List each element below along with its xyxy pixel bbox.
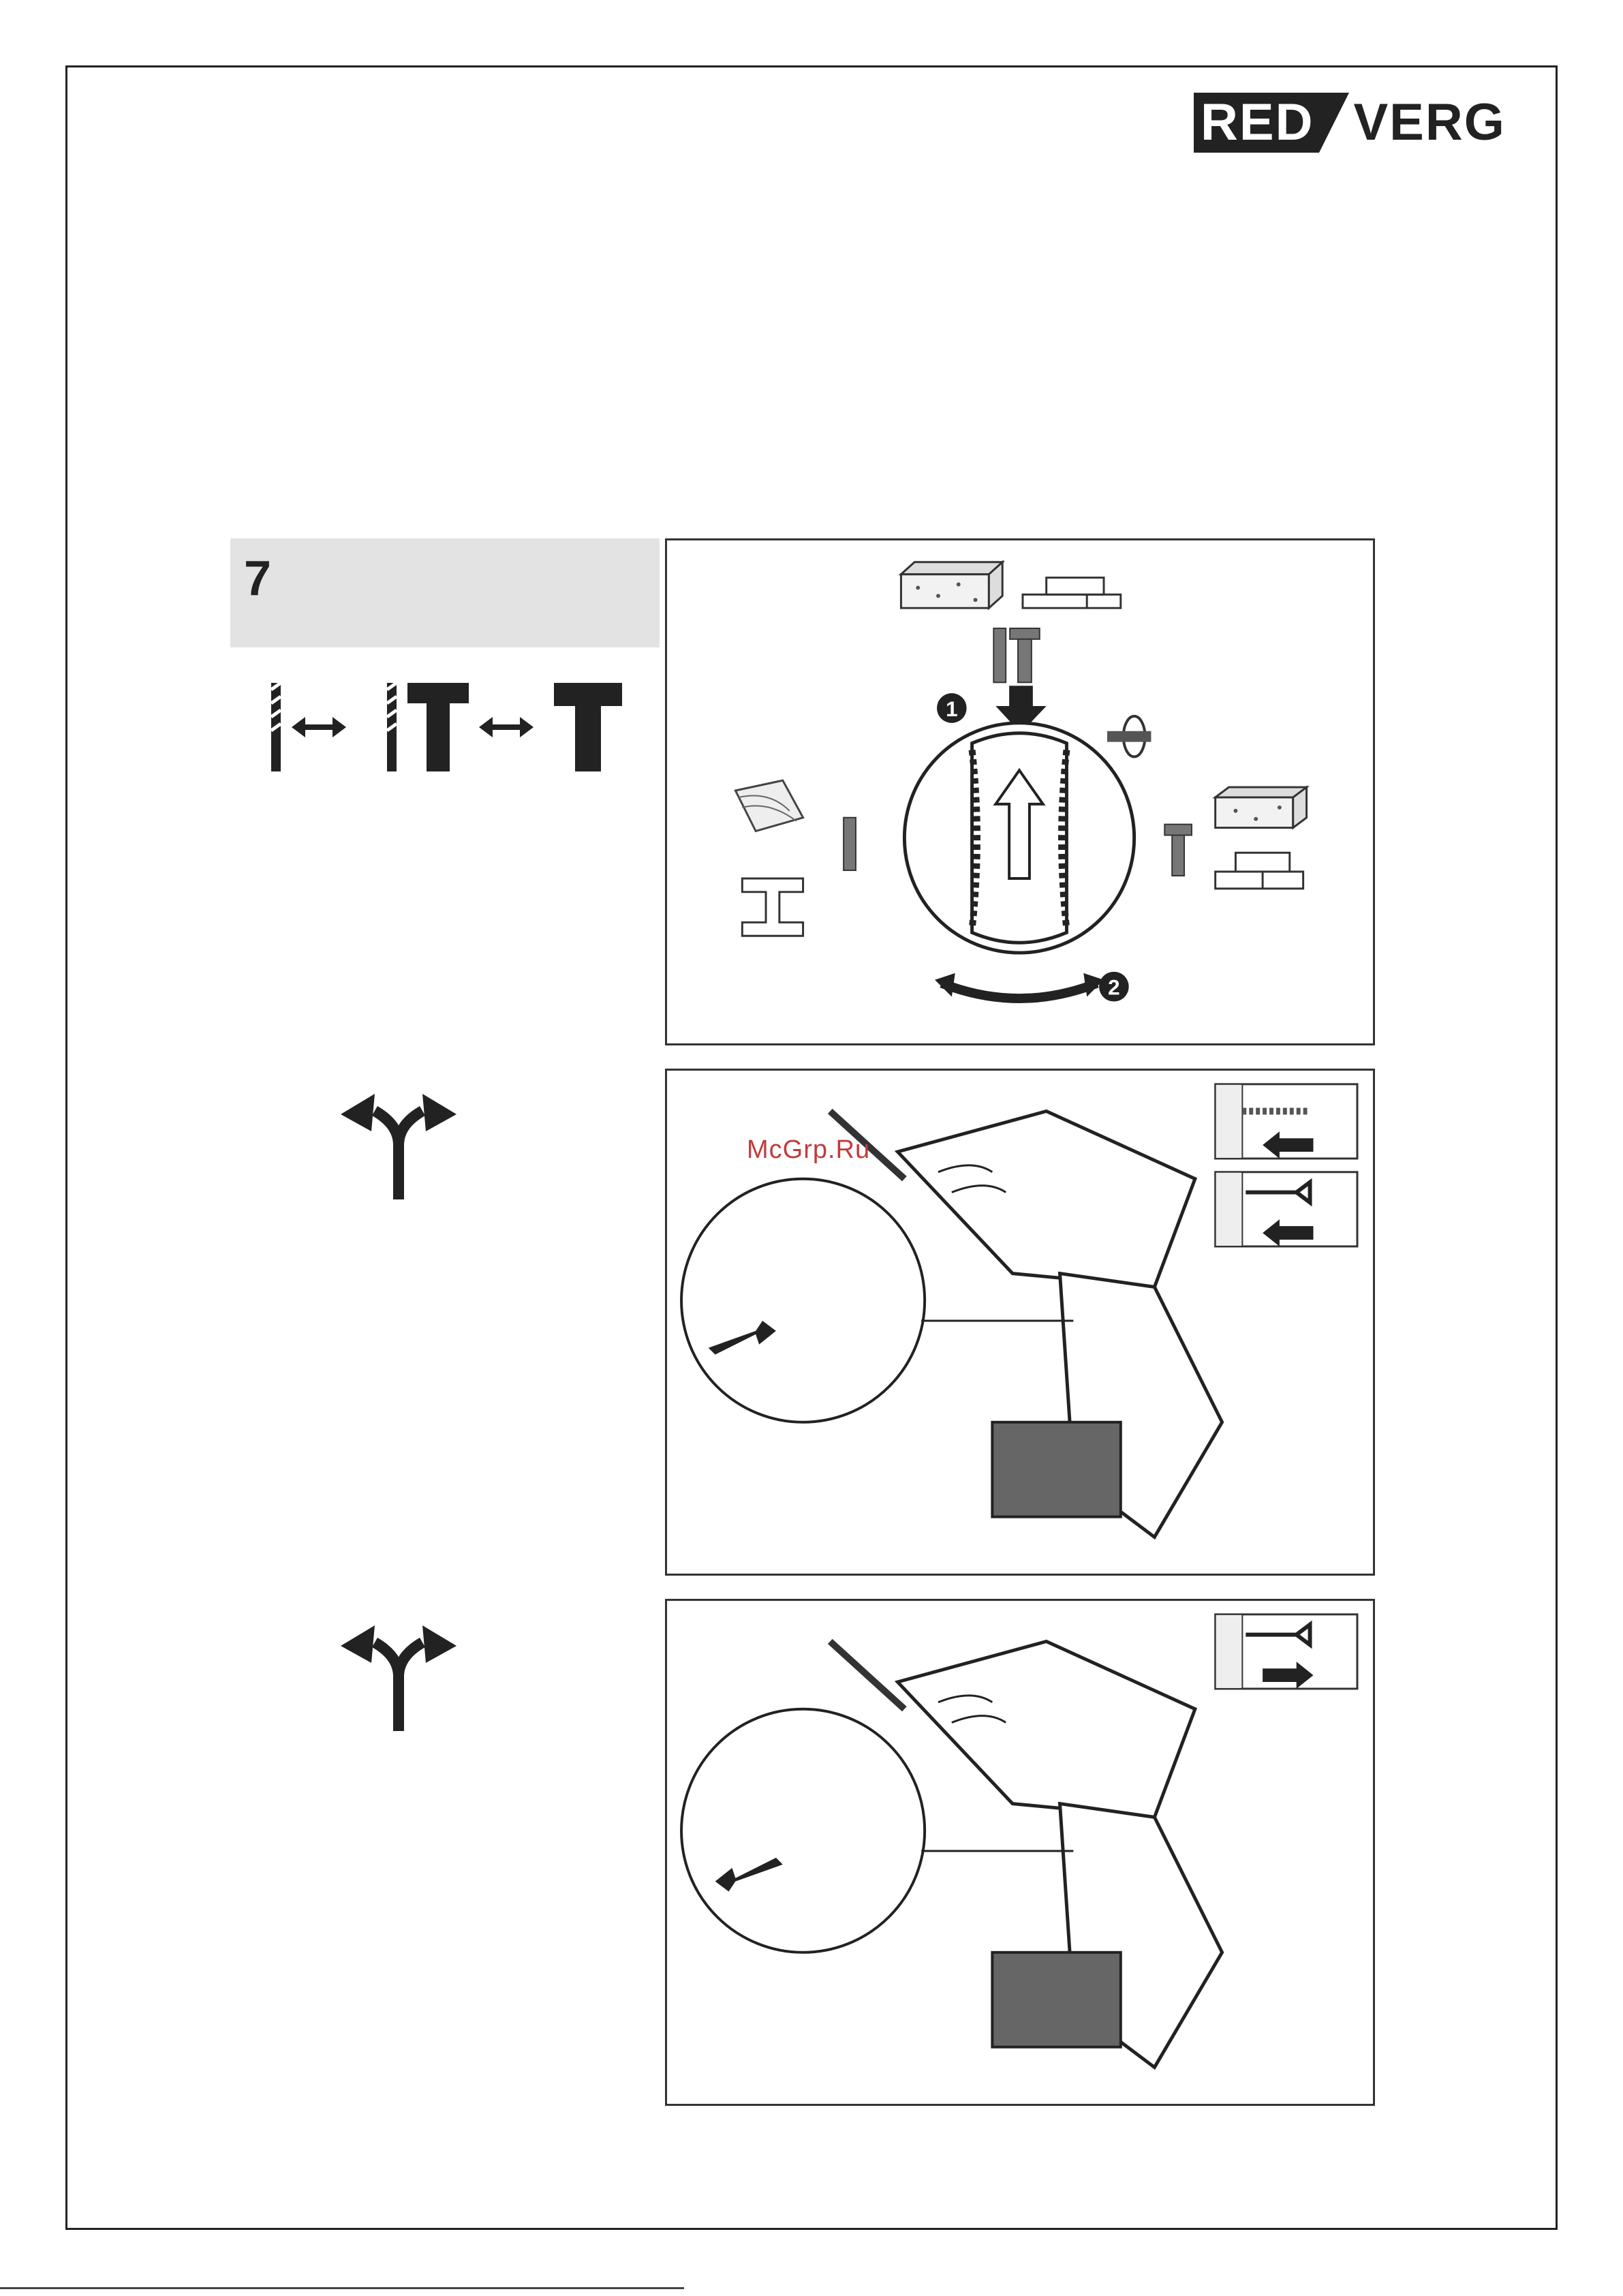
double-arrow-icon [292, 717, 346, 737]
drill-bit-icon [271, 683, 281, 771]
double-arrow-icon [479, 717, 534, 737]
drill-illustration-right [667, 1601, 1373, 2104]
mode-switch-figure [665, 538, 1375, 1045]
hammer-drill-bit-icon [387, 683, 397, 771]
mode-switch-illustration [667, 540, 1373, 1043]
mode-icons-row [271, 683, 632, 778]
brand-logo [1194, 93, 1506, 153]
step-1-label: 1 [945, 696, 958, 721]
chisel-icon [1010, 628, 1040, 682]
zoom-detail [681, 1709, 925, 1953]
wood-icon [735, 780, 803, 831]
step-2-label: 2 [1108, 975, 1120, 1000]
concrete-block-icon [1216, 787, 1307, 828]
section-header [230, 538, 660, 647]
hammer-icon [407, 683, 469, 771]
drill-bit-icon [993, 628, 1006, 682]
logo-verg-text: VERG [1353, 93, 1506, 151]
fork-arrow-icon [334, 1090, 463, 1199]
bricks-icon [1023, 578, 1121, 609]
fork-arrow-icon [334, 1622, 463, 1731]
rotate-dial-arrow [942, 983, 1097, 998]
footer-rule [0, 2287, 684, 2289]
section-number: 7 [244, 551, 272, 606]
reverse-switch-right-figure [665, 1599, 1375, 2106]
chisel-icon [554, 683, 622, 771]
chisel-icon [1164, 825, 1192, 876]
rotate-icon [1107, 716, 1151, 757]
bricks-icon [1216, 853, 1303, 889]
wall-anchor-icon [1216, 1084, 1357, 1159]
drill-bit-icon [844, 818, 856, 870]
logo-wedge [1319, 93, 1349, 153]
concrete-block-icon [901, 562, 1002, 608]
screw-icon [1216, 1614, 1357, 1689]
logo-red-block [1194, 93, 1319, 153]
watermark-text: McGrp.Ru [747, 1135, 871, 1164]
logo-red-text: RED [1201, 93, 1314, 151]
zoom-detail [681, 1179, 925, 1422]
steel-beam-icon [742, 878, 803, 936]
screw-icon [1216, 1172, 1357, 1246]
